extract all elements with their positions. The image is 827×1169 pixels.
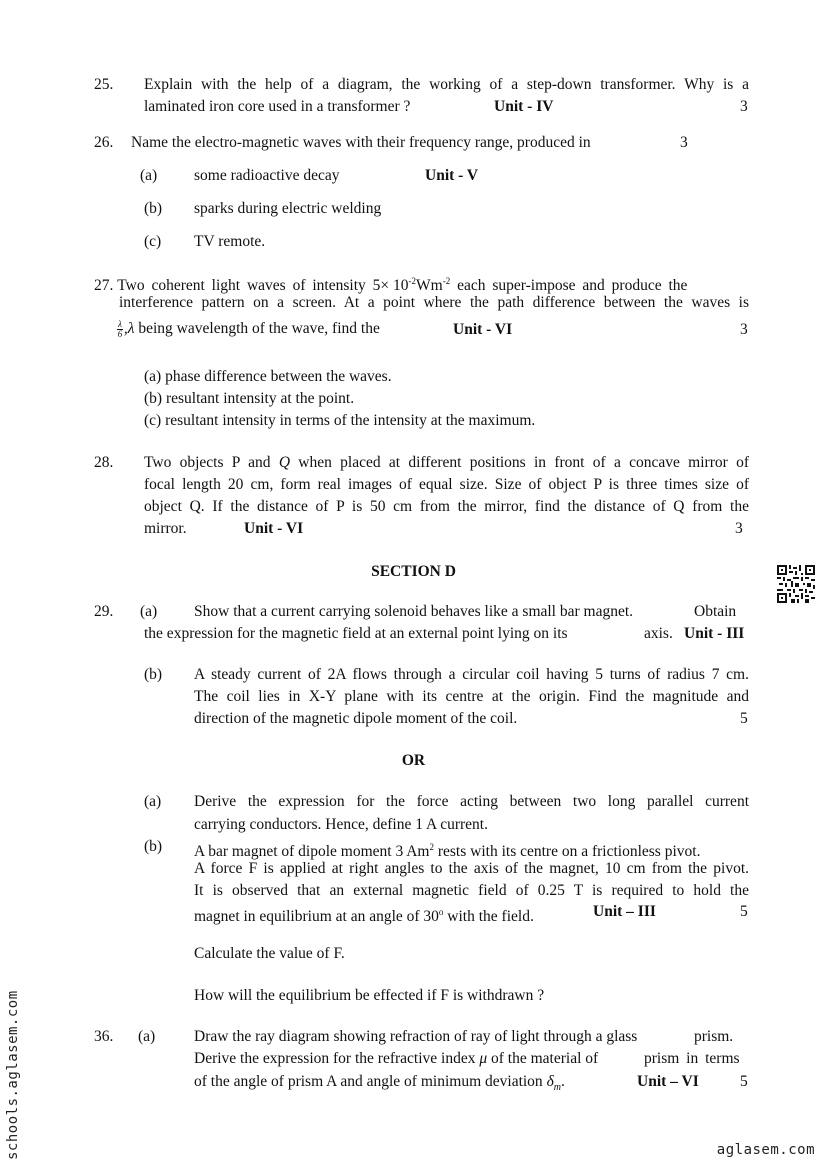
q29-a-line1: Show that a current carrying solenoid behaves like a small bar magnet. — [194, 603, 634, 620]
q29-marks: 5 — [740, 710, 748, 727]
q26-unit: Unit - V — [425, 167, 479, 184]
q29-or-b-line3: It is observed that an external magnetic field of 0.25 T is required to hold the — [194, 882, 749, 899]
q28-unit: Unit - VI — [244, 520, 304, 537]
section-d-heading: SECTION D — [371, 563, 456, 580]
q28-line2: focal length 20 cm, form real images of equal size. Size of object P is three times size of — [144, 476, 749, 493]
q27-frac-num: λ — [118, 318, 122, 329]
q29-or-a-line2: carrying conductors. Hence, define 1 A current. — [194, 816, 488, 833]
q36-line1-a: Draw the ray diagram showing refraction of ray of light through a glass — [194, 1028, 638, 1045]
q36-delta: δ — [546, 1073, 554, 1090]
q29-or-b-deg: o — [438, 907, 444, 917]
q36-mu: μ — [479, 1050, 488, 1067]
q36-number: 36. — [94, 1028, 114, 1045]
q36-line2-c: prism in terms — [644, 1050, 740, 1067]
side-watermark: schools.aglasem.com — [5, 990, 21, 1160]
q25-line2: laminated iron core used in a transformer ? — [144, 98, 411, 115]
q29-a-axis: axis. — [644, 625, 673, 642]
q36-marks: 5 — [740, 1073, 748, 1090]
q26-part-a-label: (a) — [140, 167, 158, 184]
q27-line3-text: being wavelength of the wave, find the — [134, 320, 380, 337]
q27-part-a: (a) phase difference between the waves. — [144, 368, 392, 385]
q27-lambda: ,λ — [123, 320, 135, 337]
q27-line1-a: Two coherent light waves of intensity 5 — [117, 277, 381, 295]
q26-part-c-text: TV remote. — [194, 233, 266, 250]
q25-unit: Unit - IV — [494, 98, 554, 115]
q29-b-label: (b) — [144, 666, 163, 683]
qr-code-icon — [777, 565, 815, 603]
q29-or-b-line1: A bar magnet of dipole moment 3 Am$^2$ rests with its centre on a frictionless pivot. — [194, 842, 701, 861]
q27-exp2: -2 — [442, 276, 451, 286]
q29-a-unit: Unit - III — [684, 625, 745, 642]
q26-part-c-label: (c) — [144, 233, 162, 250]
q27-ten: 10 — [389, 277, 409, 295]
q28-var-q: Q — [278, 454, 291, 471]
q27-wm: Wm — [416, 277, 443, 295]
or-heading: OR — [401, 752, 426, 769]
q36-a-label: (a) — [138, 1028, 156, 1045]
q29-or-b-line2: A force F is applied at right angles to the axis of the magnet, 10 cm from the pivot. — [194, 860, 749, 877]
bottom-watermark: aglasem.com — [716, 1142, 815, 1158]
q27-number: 27. — [94, 277, 114, 295]
q36-line3: of the angle of prism A and angle of minimum deviation $\delta_m$. — [194, 1073, 565, 1094]
q27-marks: 3 — [740, 321, 748, 338]
q29-a-line2: the expression for the magnetic field at an external point lying on its — [144, 625, 568, 642]
q27-fraction — [117, 320, 123, 339]
q28-line3: object Q. If the distance of P is 50 cm from the mirror, find the distance of Q from the — [144, 498, 749, 515]
q36-line2-a: Derive the expression for the refractive index μ of the material of — [194, 1050, 599, 1067]
q26-number: 26. — [94, 134, 114, 151]
q29-number: 29. — [94, 603, 114, 620]
q29-or-a-label: (a) — [144, 793, 162, 810]
q27-part-b: (b) resultant intensity at the point. — [144, 390, 355, 407]
q29-or-a-line1: Derive the expression for the force acting between two long parallel current — [194, 793, 749, 810]
q29-b-line1: A steady current of 2A flows through a circular coil having 5 turns of radius 7 cm. — [194, 666, 749, 683]
q27-exp1: -2 — [408, 276, 417, 286]
q27-unit: Unit - VI — [453, 321, 513, 338]
q36-delta-sub: m — [553, 1082, 562, 1094]
q26-part-a-text: some radioactive decay — [194, 167, 340, 184]
q27-times: × — [380, 277, 390, 295]
q25-number: 25. — [94, 76, 114, 93]
q28-number: 28. — [94, 454, 114, 471]
q29-or-marks: 5 — [740, 903, 748, 920]
q27-part-c: (c) resultant intensity in terms of the intensity at the maximum. — [144, 412, 536, 429]
q27-line2: interference pattern on a screen. At a point where the path difference between the waves is — [119, 294, 749, 311]
q29-or-calc: Calculate the value of F. — [194, 945, 345, 962]
q27-line1-b: each super-impose and produce the — [450, 277, 688, 295]
q29-a-label: (a) — [140, 603, 158, 620]
q29-or-unit: Unit – III — [593, 903, 656, 920]
q25-line1: Explain with the help of a diagram, the working of a step-down transformer. Why is a — [144, 76, 749, 93]
q26-text: Name the electro-magnetic waves with their frequency range, produced in — [131, 134, 591, 151]
q28-line4: mirror. — [144, 520, 187, 537]
q36-line1-b: prism. — [694, 1028, 734, 1045]
q26-part-b-label: (b) — [144, 200, 163, 217]
q29-or-b-sup: 2 — [429, 842, 434, 852]
q27-frac-den: 6 — [117, 328, 123, 339]
q29-or-b-line4: magnet in equilibrium at an angle of 30$^o$ with the field. — [194, 907, 534, 926]
q29-or-how: How will the equilibrium be effected if F is withdrawn ? — [194, 987, 545, 1004]
q27-line3 — [117, 318, 380, 340]
q29-or-b-label: (b) — [144, 838, 163, 855]
q26-marks: 3 — [680, 134, 688, 151]
q29-b-line3: direction of the magnetic dipole moment of the coil. — [194, 710, 518, 727]
q25-marks: 3 — [740, 98, 748, 115]
q36-unit: Unit – VI — [637, 1073, 699, 1090]
q29-b-line2: The coil lies in X-Y plane with its centre at the origin. Find the magnitude and — [194, 688, 749, 705]
q26-part-b-text: sparks during electric welding — [194, 200, 382, 217]
q29-a-obtain: Obtain — [694, 603, 737, 620]
q28-line1: Two objects P and Q when placed at different positions in front of a concave mirror of — [144, 454, 749, 471]
q28-marks: 3 — [735, 520, 743, 537]
